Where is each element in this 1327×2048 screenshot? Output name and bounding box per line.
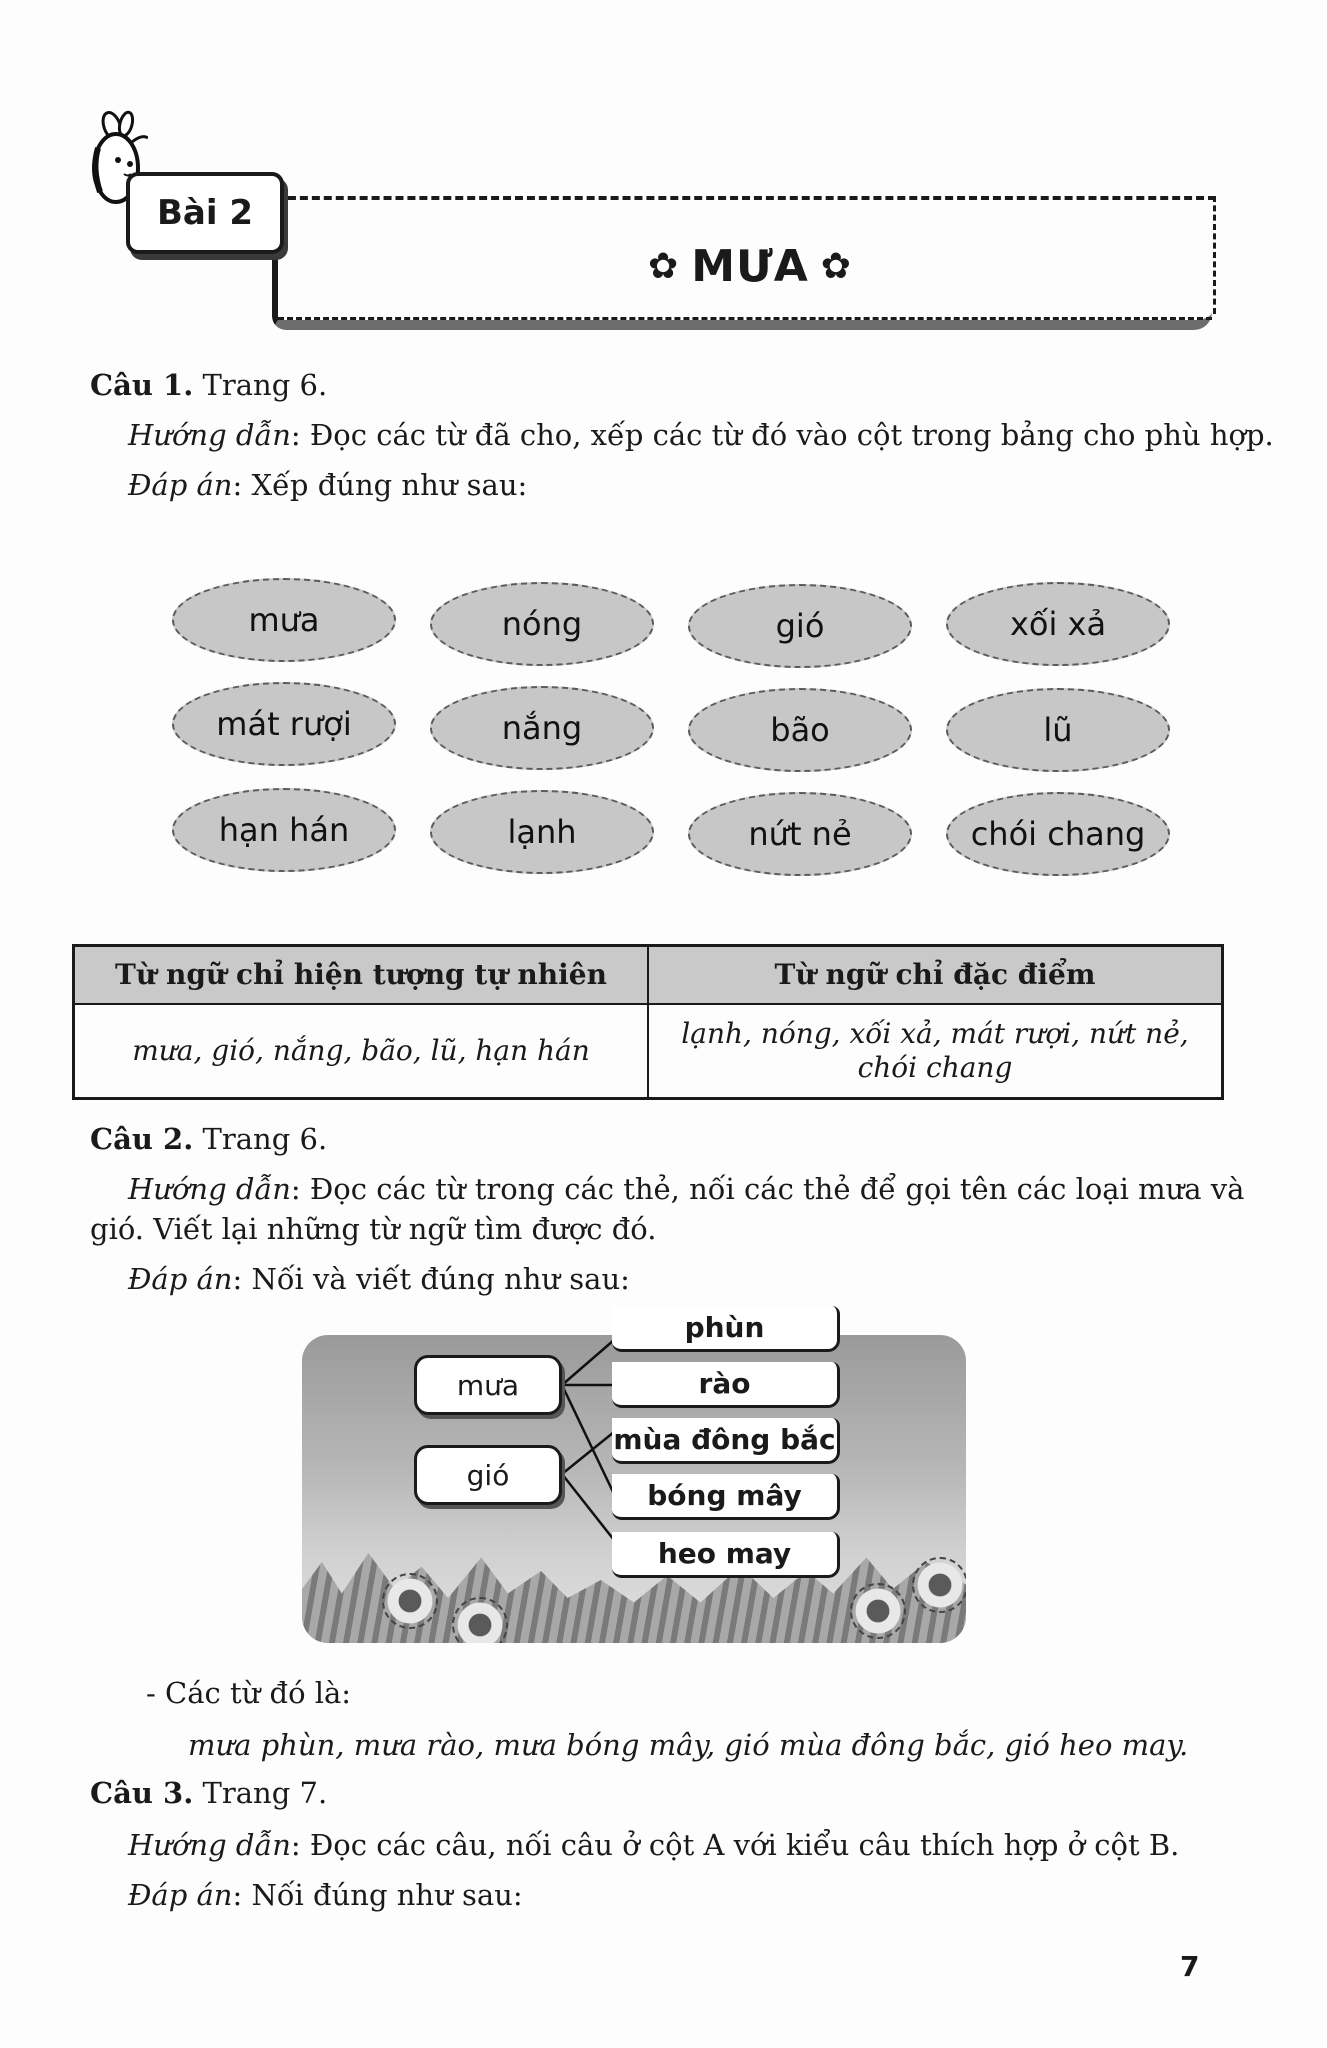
word-card: nóng (430, 582, 654, 666)
lesson-number-tab (126, 172, 284, 254)
table-header-cell: Từ ngữ chỉ hiện tượng tự nhiên (74, 946, 649, 1004)
table-header-row (74, 946, 1223, 1004)
classification-table (72, 944, 1224, 1100)
flower-icon: ✿ (648, 245, 680, 287)
target-card (612, 1474, 840, 1520)
target-card-text: rào (698, 1367, 751, 1400)
guide-text: : Đọc các từ đã cho, xếp các từ đó vào cột trong bảng cho phù hợp. (290, 418, 1274, 452)
word-card: nắng (430, 686, 654, 770)
table-row (74, 1004, 1223, 1099)
answer-label: Đáp án (128, 1878, 233, 1912)
source-card-text: gió (466, 1458, 510, 1492)
question-number: Câu 1. (90, 368, 194, 402)
word-card: lũ (946, 688, 1170, 772)
target-card (612, 1306, 840, 1352)
answer-label: Đáp án (128, 1262, 233, 1296)
flower-decoration-icon (912, 1557, 966, 1613)
result-words: mưa phùn, mưa rào, mưa bóng mây, gió mùa đông bắc, gió heo may. (188, 1728, 1189, 1762)
question-2-answer (128, 1262, 630, 1297)
question-1-guide (128, 418, 1274, 453)
source-card-text: mưa (456, 1368, 520, 1402)
lesson-title-text: MƯA (691, 240, 809, 292)
guide-text: : Đọc các từ trong các thẻ, nối các thẻ để gọi tên các loại mưa và (290, 1172, 1245, 1206)
result-intro: - Các từ đó là: (146, 1676, 352, 1710)
guide-label: Hướng dẫn (128, 418, 291, 452)
source-card-mua (414, 1355, 562, 1415)
flower-icon: ✿ (820, 245, 852, 287)
word-card: hạn hán (172, 788, 396, 872)
target-card (612, 1418, 840, 1464)
target-card-text: phùn (684, 1311, 765, 1344)
question-number: Câu 2. (90, 1122, 194, 1156)
target-card-text: mùa đông bắc (613, 1423, 836, 1456)
target-card-text: heo may (657, 1537, 792, 1570)
word-card: lạnh (430, 790, 654, 874)
answer-text: : Nối đúng như sau: (232, 1878, 523, 1912)
target-card (612, 1362, 840, 1408)
answer-label: Đáp án (128, 468, 233, 502)
word-card: chói chang (946, 792, 1170, 876)
guide-label: Hướng dẫn (128, 1828, 291, 1862)
word-card: xối xả (946, 582, 1170, 666)
question-page: Trang 7. (193, 1776, 328, 1810)
question-1-heading (90, 368, 327, 403)
question-number: Câu 3. (90, 1776, 194, 1810)
answer-text: : Xếp đúng như sau: (232, 468, 528, 502)
source-card-gio (414, 1445, 562, 1505)
lesson-number: Bài 2 (156, 193, 253, 233)
question-2-guide (128, 1172, 1244, 1207)
flower-decoration-icon (382, 1573, 438, 1629)
question-3-guide (128, 1828, 1179, 1863)
question-1-answer (128, 468, 527, 503)
word-card: gió (688, 584, 912, 668)
page-number: 7 (1180, 1950, 1200, 1983)
word-card: bão (688, 688, 912, 772)
guide-text: : Đọc các câu, nối câu ở cột A với kiểu câu thích hợp ở cột B. (290, 1828, 1180, 1862)
question-2-guide-cont (90, 1212, 656, 1247)
word-cards-grid (168, 578, 1168, 878)
table-cell: lạnh, nóng, xối xả, mát rượi, nứt nẻ, chói chang (648, 1004, 1223, 1099)
word-card: mát rượi (172, 682, 396, 766)
question-2-heading (90, 1122, 327, 1157)
question-3-answer (128, 1878, 523, 1913)
lesson-title (640, 236, 860, 296)
target-card (612, 1532, 840, 1578)
question-page: Trang 6. (193, 368, 328, 402)
question-3-heading (90, 1776, 327, 1811)
guide-text: gió. Viết lại những từ ngữ tìm được đó. (90, 1212, 657, 1246)
flower-decoration-icon (850, 1583, 906, 1639)
word-card: mưa (172, 578, 396, 662)
guide-label: Hướng dẫn (128, 1172, 291, 1206)
question-page: Trang 6. (193, 1122, 328, 1156)
table-cell: mưa, gió, nắng, bão, lũ, hạn hán (74, 1004, 649, 1099)
word-card: nứt nẻ (688, 792, 912, 876)
table-header-cell: Từ ngữ chỉ đặc điểm (648, 946, 1223, 1004)
target-card-text: bóng mây (647, 1479, 802, 1512)
answer-text: : Nối và viết đúng như sau: (232, 1262, 630, 1296)
